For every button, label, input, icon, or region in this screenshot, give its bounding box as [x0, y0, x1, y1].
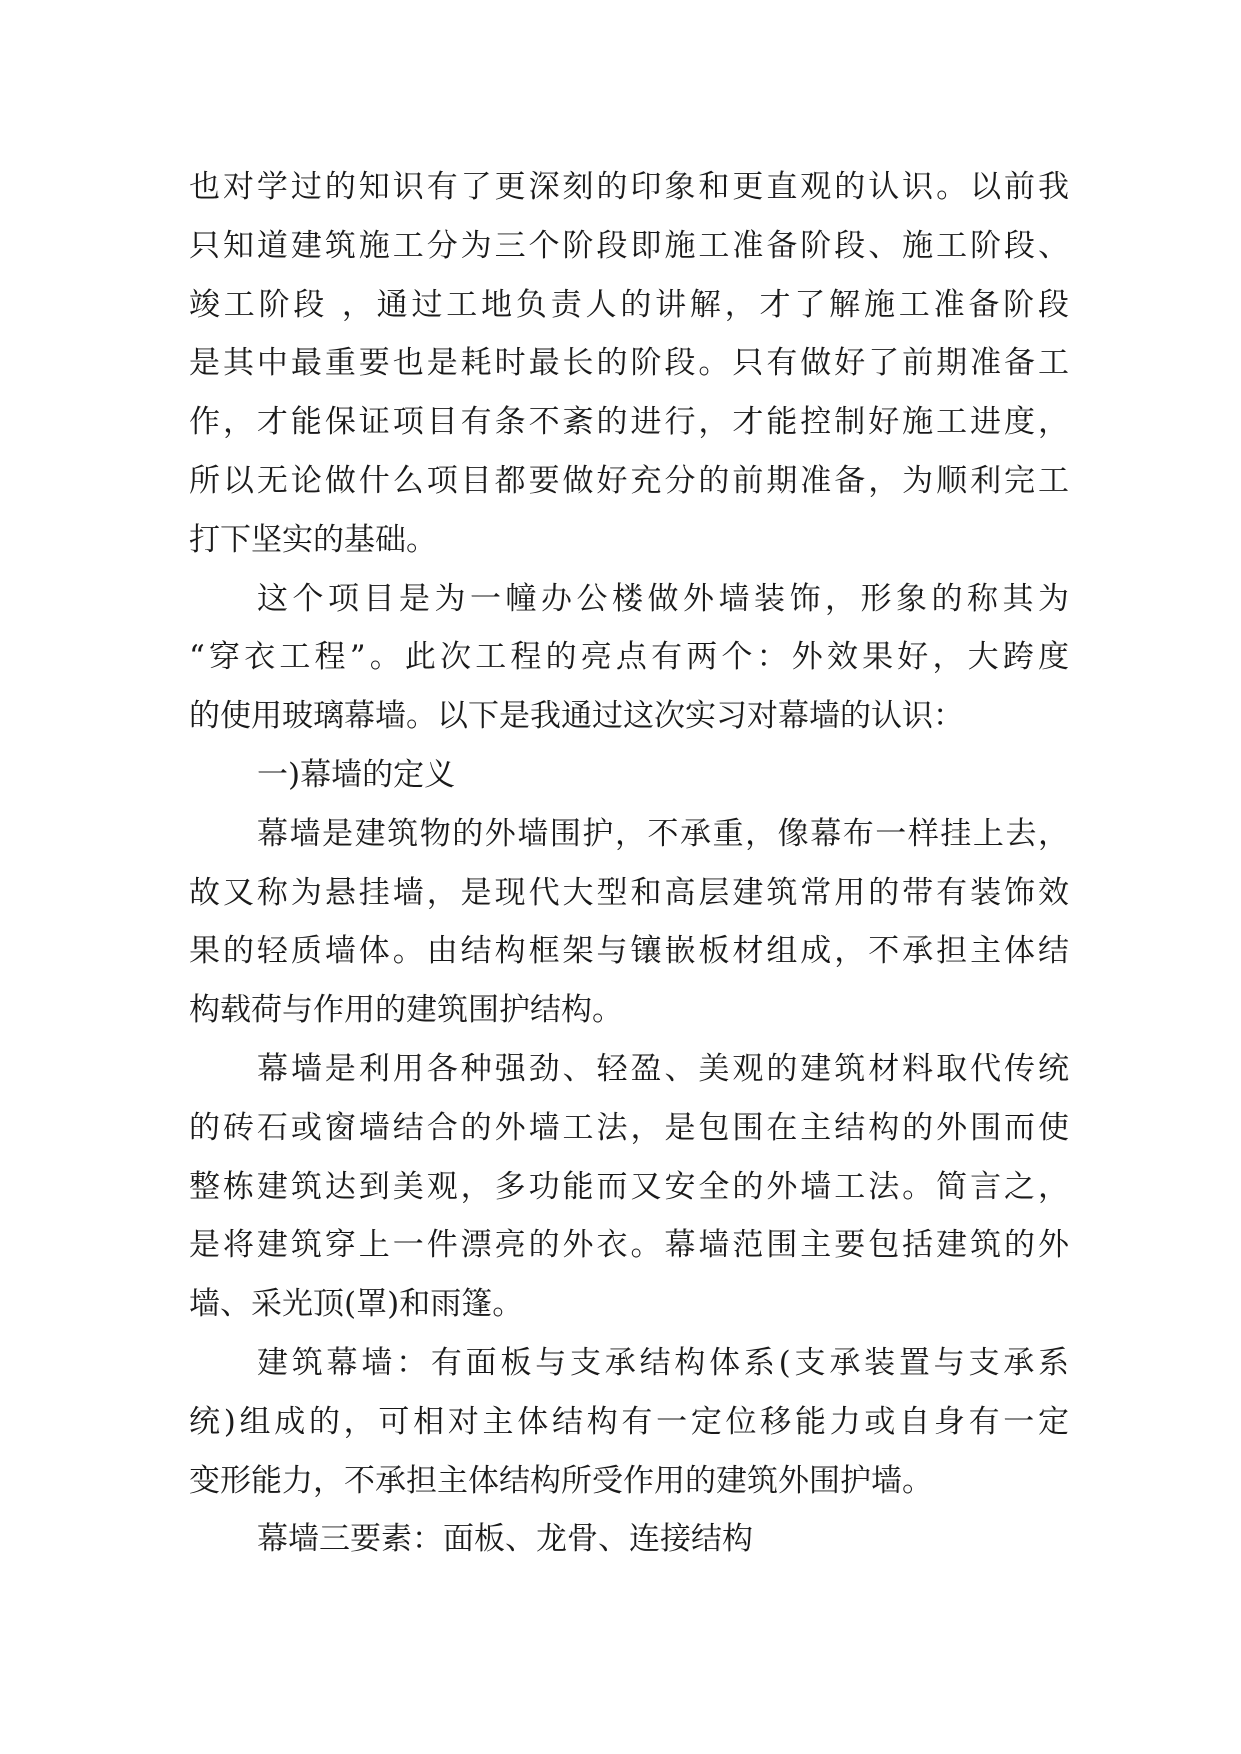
text-line: 果的轻质墙体。由结构框架与镶嵌板材组成，不承担主体结 [189, 933, 1069, 970]
text-line: 是将建筑穿上一件漂亮的外衣。幕墙范围主要包括建筑的外 [189, 1227, 1069, 1264]
text-line: 变形能力，不承担主体结构所受作用的建筑外围护墙。 [189, 1462, 933, 1499]
text-line: 只知道建筑施工分为三个阶段即施工准备阶段、施工阶段、 [189, 227, 1069, 264]
text-line: 的使用玻璃幕墙。以下是我通过这次实习对幕墙的认识： [189, 698, 964, 735]
text-line: 故又称为悬挂墙，是现代大型和高层建筑常用的带有装饰效 [189, 874, 1069, 911]
text-line: 作，才能保证项目有条不紊的进行，才能控制好施工进度， [189, 404, 1069, 441]
section-heading: 一)幕墙的定义 [257, 756, 456, 793]
text-line: 所以无论做什么项目都要做好充分的前期准备，为顺利完工 [189, 462, 1069, 499]
text-line: 统)组成的，可相对主体结构有一定位移能力或自身有一定 [189, 1403, 1069, 1440]
text-line: 竣工阶段 ，通过工地负责人的讲解，才了解施工准备阶段 [189, 286, 1069, 323]
text-line: 建筑幕墙：有面板与支承结构体系(支承装置与支承系 [257, 1344, 1069, 1381]
text-line: 这个项目是为一幢办公楼做外墙装饰，形象的称其为 [257, 580, 1069, 617]
text-line: 幕墙是利用各种强劲、轻盈、美观的建筑材料取代传统 [257, 1050, 1069, 1087]
text-line: 也对学过的知识有了更深刻的印象和更直观的认识。以前我 [189, 169, 1069, 205]
text-line: 幕墙三要素：面板、龙骨、连接结构 [257, 1521, 753, 1558]
text-line: 打下坚实的基础。 [189, 521, 437, 558]
document-body [189, 158, 1069, 1569]
text-line: “穿衣工程”。此次工程的亮点有两个：外效果好，大跨度 [189, 639, 1069, 676]
text-line: 是其中最重要也是耗时最长的阶段。只有做好了前期准备工 [189, 345, 1069, 382]
text-line: 幕墙是建筑物的外墙围护，不承重，像幕布一样挂上去， [257, 815, 1069, 852]
text-line: 的砖石或窗墙结合的外墙工法，是包围在主结构的外围而使 [189, 1109, 1069, 1146]
text-line: 构载荷与作用的建筑围护结构。 [189, 992, 623, 1029]
text-line: 整栋建筑达到美观，多功能而又安全的外墙工法。简言之， [189, 1168, 1069, 1205]
text-line: 墙、采光顶(罩)和雨篷。 [189, 1286, 524, 1323]
